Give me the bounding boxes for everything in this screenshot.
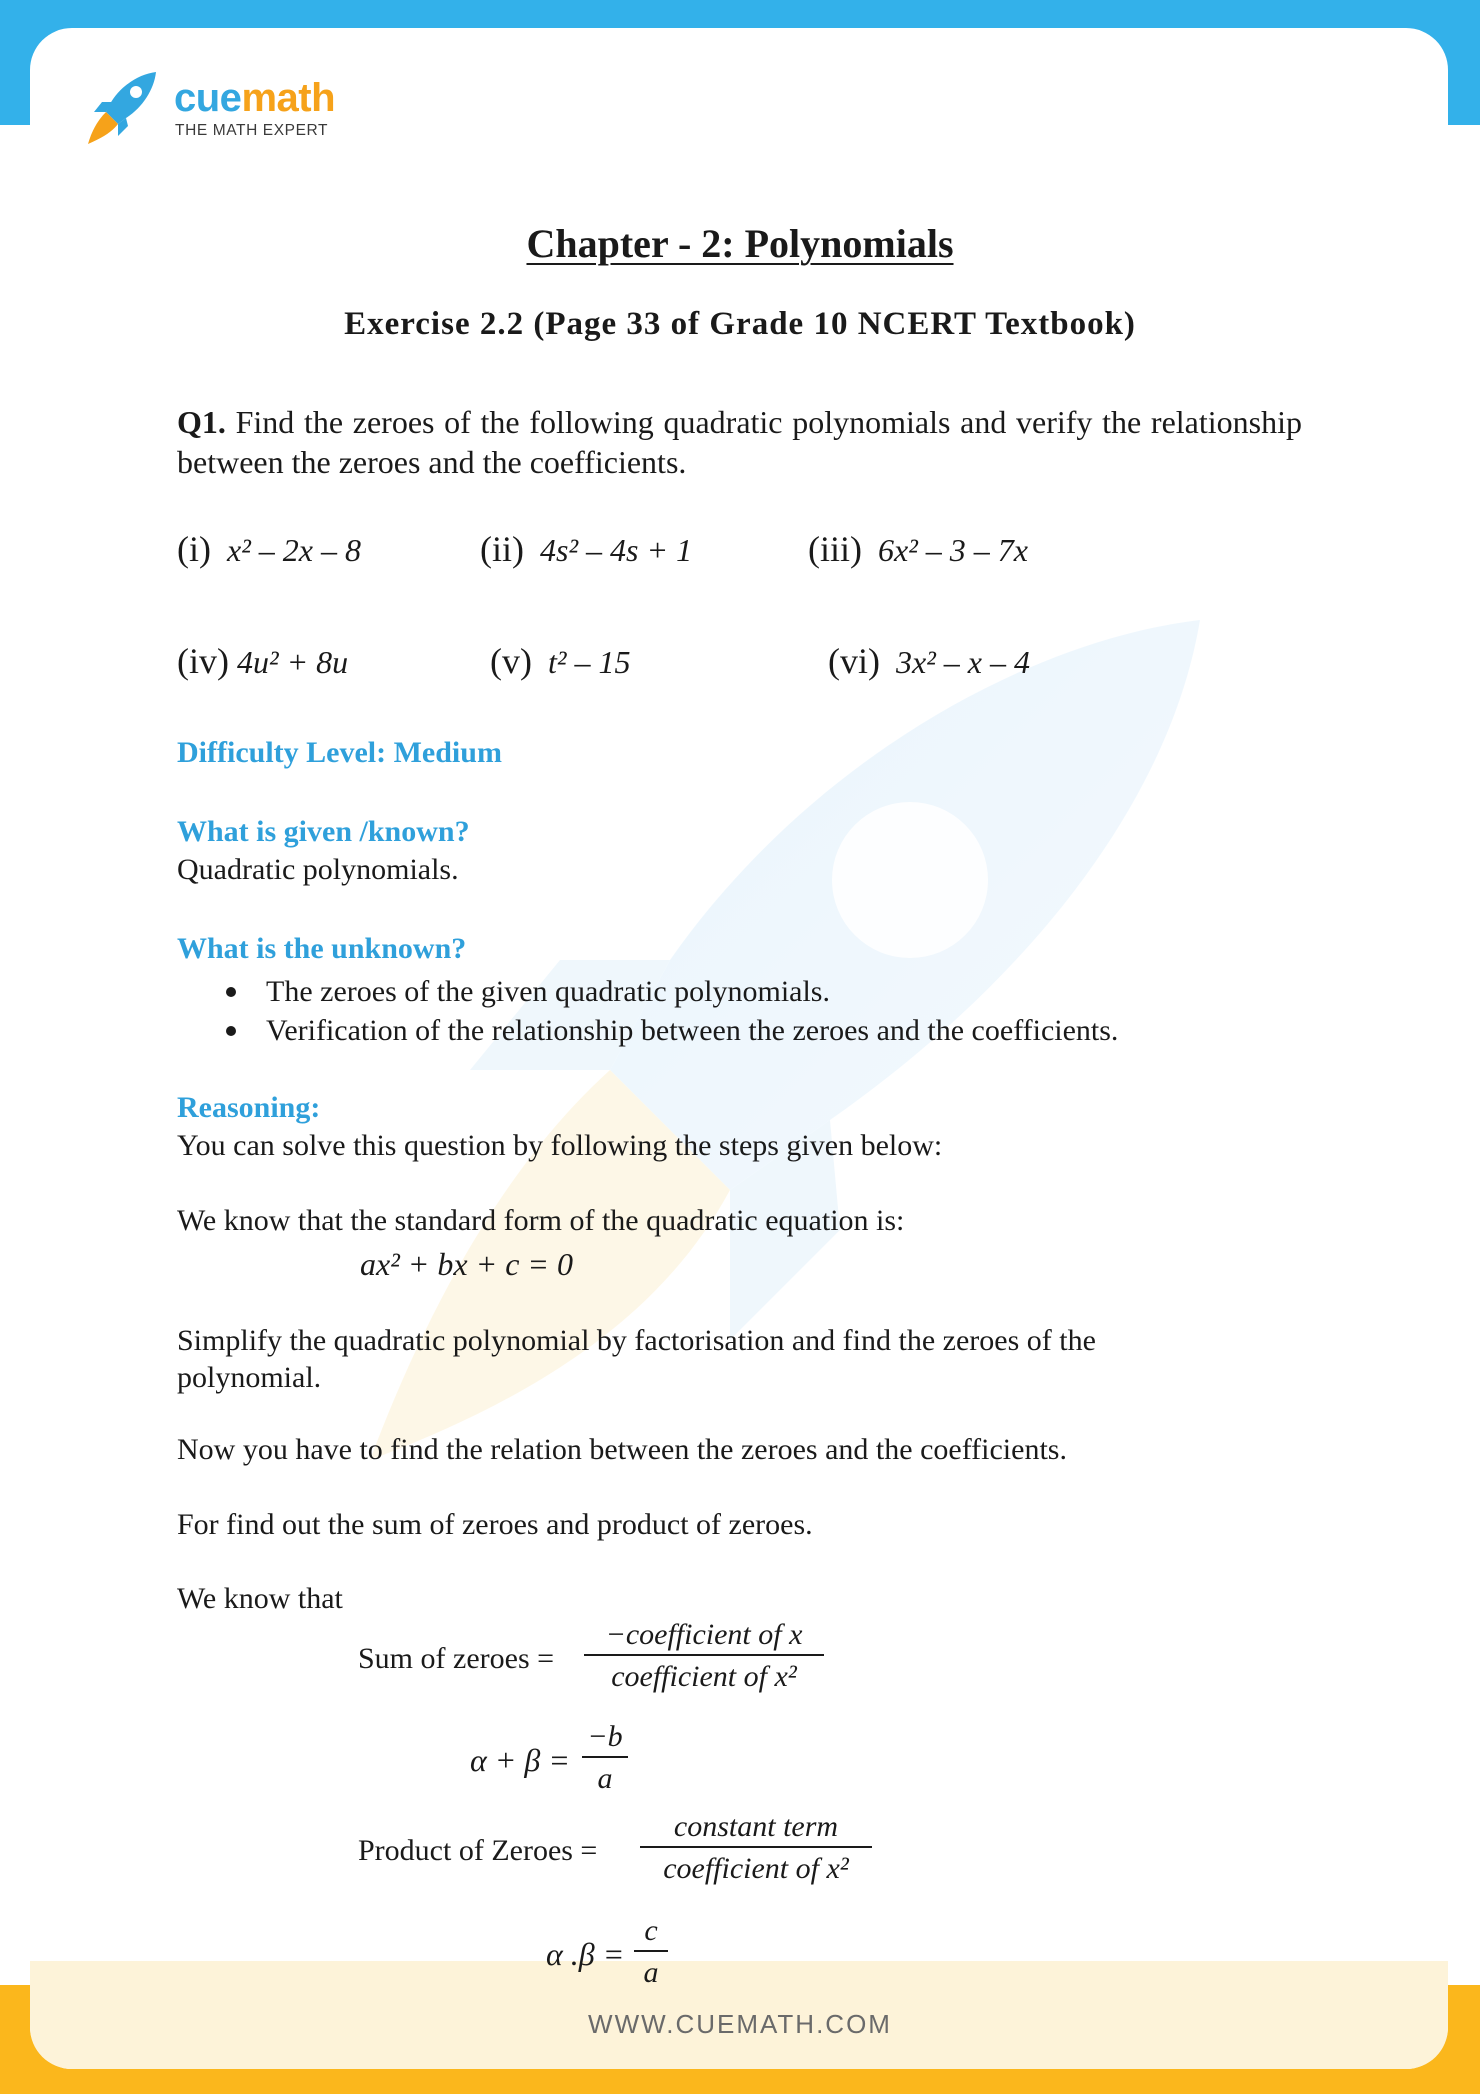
list-item: Verification of the relationship between the zeroes and the coefficients.	[222, 1011, 1118, 1050]
product-of-zeroes-fraction	[640, 1810, 872, 1886]
sum-of-zeroes-label: Sum of zeroes =	[358, 1642, 555, 1675]
fraction-denominator: a	[643, 1956, 659, 1989]
rocket-logo-icon	[84, 68, 164, 148]
polynomial-item: (ii) 4s² – 4s + 1	[480, 529, 693, 569]
fraction-numerator: −b	[587, 1720, 623, 1753]
polynomial-item: (i) x² – 2x – 8	[177, 529, 361, 569]
question-text	[177, 402, 1302, 482]
difficulty-level: Difficulty Level: Medium	[177, 736, 502, 769]
list-item: The zeroes of the given quadratic polynomials.	[222, 972, 1118, 1011]
polynomial-item: (iv) 4u² + 8u	[177, 641, 349, 681]
sum-of-zeroes-fraction	[584, 1618, 824, 1694]
fraction-bar	[634, 1950, 668, 1952]
question-label: Q1.	[177, 404, 226, 440]
reasoning-heading: Reasoning:	[177, 1091, 321, 1124]
fraction-numerator: constant term	[673, 1810, 839, 1843]
given-heading: What is given /known?	[177, 815, 470, 848]
alpha-beta-product-fraction	[634, 1914, 668, 1990]
fraction-bar	[582, 1756, 628, 1758]
standard-form-text: We know that the standard form of the quadratic equation is:	[177, 1204, 905, 1237]
fraction-numerator: −coefficient of x	[605, 1618, 803, 1651]
we-know-text: We know that	[177, 1582, 343, 1615]
logo-wordmark: cuemath	[174, 76, 336, 120]
standard-form-equation: ax² + bx + c = 0	[360, 1246, 573, 1282]
footer-url-link[interactable]: WWW.CUEMATH.COM	[588, 2009, 892, 2039]
polynomial-item: (vi) 3x² – x – 4	[828, 641, 1030, 681]
simplify-text-line1: Simplify the quadratic polynomial by factorisation and find the zeroes of the	[177, 1324, 1096, 1357]
given-text: Quadratic polynomials.	[177, 853, 459, 886]
alpha-beta-product-label: α .β =	[546, 1936, 625, 1972]
fraction-bar	[584, 1654, 824, 1656]
sum-product-text: For find out the sum of zeroes and product of zeroes.	[177, 1508, 813, 1541]
reasoning-intro: You can solve this question by following the steps given below:	[177, 1129, 943, 1162]
fraction-bar	[640, 1846, 872, 1848]
fraction-denominator: a	[597, 1762, 613, 1795]
polynomial-item: (iii) 6x² – 3 – 7x	[808, 529, 1028, 569]
fraction-denominator: coefficient of x²	[611, 1660, 797, 1693]
relation-text: Now you have to find the relation between the zeroes and the coefficients.	[177, 1433, 1067, 1466]
unknown-heading: What is the unknown?	[177, 932, 467, 965]
unknown-list	[222, 972, 1118, 1050]
exercise-title: Exercise 2.2 (Page 33 of Grade 10 NCERT Textbook)	[344, 306, 1136, 342]
polynomial-item: (v) t² – 15	[490, 641, 631, 681]
simplify-text-line2: polynomial.	[177, 1361, 322, 1394]
alpha-beta-sum-fraction	[582, 1720, 628, 1796]
cuemath-logo[interactable]	[84, 68, 384, 148]
fraction-numerator: c	[644, 1914, 658, 1947]
question-body: Find the zeroes of the following quadratic polynomials and verify the relationship between the zeroes and the coefficients.	[177, 404, 1302, 480]
logo-tagline: THE MATH EXPERT	[175, 122, 329, 139]
fraction-denominator: coefficient of x²	[663, 1852, 849, 1885]
product-of-zeroes-label: Product of Zeroes =	[358, 1834, 598, 1867]
chapter-title: Chapter - 2: Polynomials	[526, 221, 954, 266]
alpha-beta-sum-label: α + β =	[470, 1742, 570, 1778]
